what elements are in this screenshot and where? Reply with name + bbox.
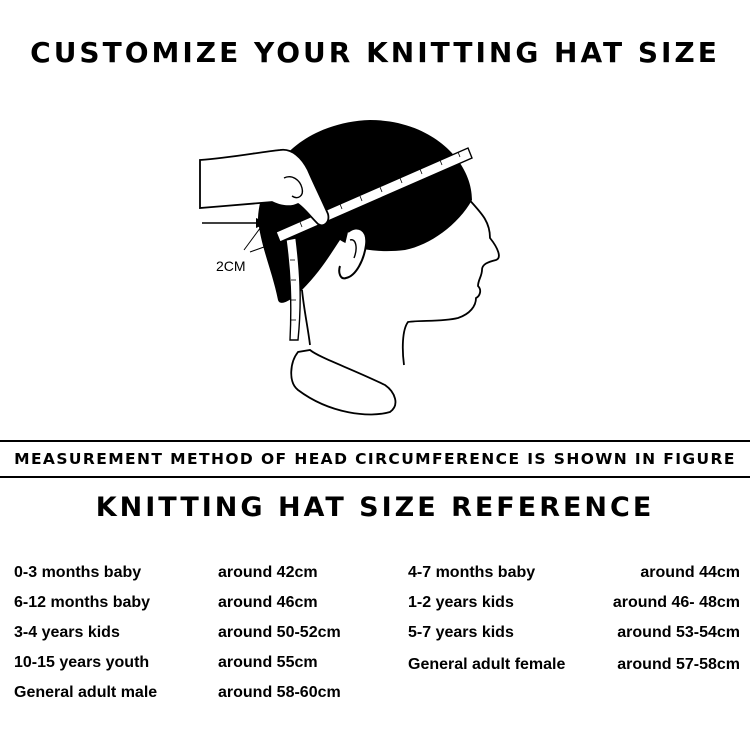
size-label: General adult male <box>14 684 158 701</box>
size-value: around 44cm <box>640 564 740 581</box>
shoulder <box>291 350 395 414</box>
measurement-method-band <box>0 440 750 478</box>
size-value: around 58-60cm <box>218 684 341 701</box>
size-value: around 57-58cm <box>617 656 740 673</box>
size-table <box>0 556 750 716</box>
size-value: around 46- 48cm <box>612 594 740 611</box>
neck-back <box>302 290 310 345</box>
size-label: 5-7 years kids <box>408 624 514 641</box>
page-title: CUSTOMIZE YOUR KNITTING HAT SIZE <box>30 36 720 69</box>
size-label: 0-3 months baby <box>14 564 142 581</box>
size-label: 3-4 years kids <box>14 624 120 641</box>
measure-label: 2CM <box>216 258 246 274</box>
band-text: MEASUREMENT METHOD OF HEAD CIRCUMFERENCE IS SHOWN IN FIGURE <box>14 450 736 468</box>
size-label: General adult female <box>408 656 566 673</box>
size-reference-title: KNITTING HAT SIZE REFERENCE <box>95 492 655 523</box>
size-value: around 50-52cm <box>218 624 341 641</box>
size-label: 6-12 months baby <box>14 594 151 611</box>
head-measurement-illustration <box>180 100 520 430</box>
size-value: around 53-54cm <box>617 624 740 641</box>
size-value: around 55cm <box>218 654 318 671</box>
size-label: 10-15 years youth <box>14 654 150 671</box>
size-value: around 42cm <box>218 564 318 581</box>
size-label: 1-2 years kids <box>408 594 514 611</box>
size-value: around 46cm <box>218 594 318 611</box>
size-label: 4-7 months baby <box>408 564 536 581</box>
